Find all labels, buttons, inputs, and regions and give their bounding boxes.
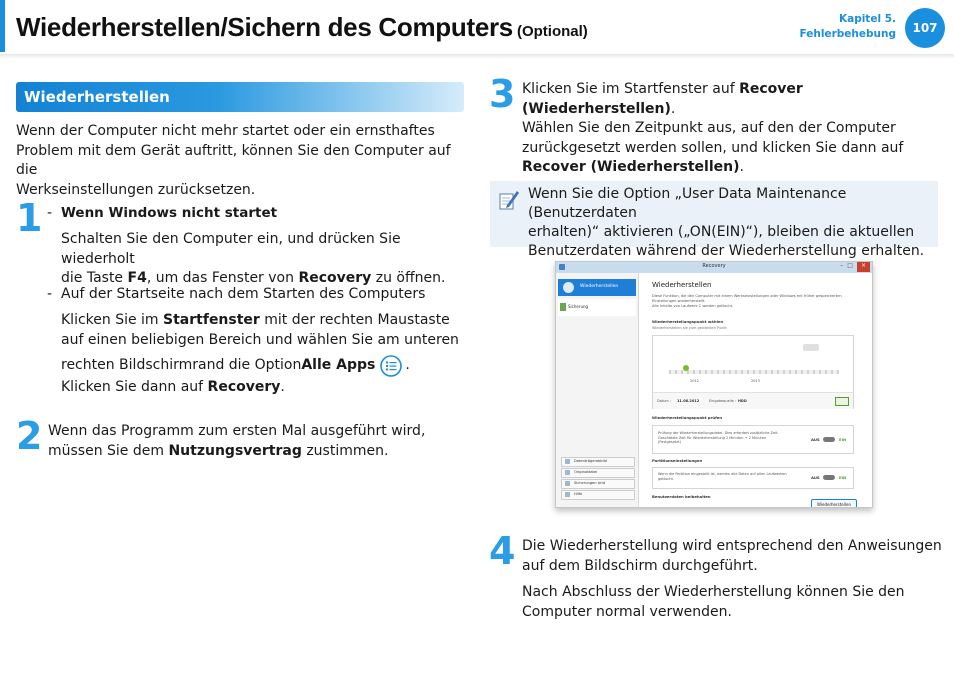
recover-term: Recover (Wiederherstellen) [522, 159, 740, 175]
step2-text [48, 422, 468, 461]
alle-apps-term: Alle Apps [301, 356, 376, 373]
subnav-help[interactable] [561, 490, 635, 500]
text-run: Klicken Sie im [61, 312, 164, 328]
source-label: Eingabequelle : [709, 399, 737, 403]
recover-term: Recover (Wiederherstellen) [522, 81, 803, 117]
startfenster-term: Startfenster [163, 312, 260, 328]
partition-desc-line: gelöscht. [658, 476, 674, 481]
intro-line: Wenn der Computer nicht mehr startet oder ein ernsthaftes [16, 123, 435, 139]
check-label: Wiederherstellungspunkt prüfen [652, 415, 723, 420]
note-line: erhalten)“ aktivieren („ON(EIN)“), bleiben die aktuellen [528, 224, 915, 240]
step-number-1: 1 [16, 196, 43, 240]
restore-point-info [653, 392, 853, 409]
step1-text-b-line [61, 311, 471, 331]
partition-label: Partitionseinstellungen [652, 458, 703, 463]
step-number-4: 4 [489, 529, 516, 573]
file-icon [565, 470, 570, 475]
text-run: Klicken Sie dann auf [61, 379, 208, 395]
text-run: . [280, 379, 285, 395]
timeline-track[interactable] [669, 370, 839, 374]
step4-line: Die Wiederherstellung wird entsprechend den Anweisungen [522, 538, 942, 554]
recovery-main-panel [644, 273, 868, 507]
note-text [528, 185, 933, 261]
subnav-original-file[interactable] [561, 468, 635, 478]
partition-desc-line: Wenn die Partition eingestellt ist, werden alle Daten auf allen Laufwerken [658, 472, 787, 476]
step3-line: zurückgesetzt werden sollen, und klicken Sie dann auf [522, 139, 904, 156]
nav-item-backup[interactable] [558, 299, 636, 316]
partition-toggle[interactable] [823, 475, 835, 480]
text-run: Klicken Sie im Startfenster auf [522, 81, 740, 97]
disk-icon [565, 459, 570, 464]
subnav-label: Hilfe [574, 492, 583, 496]
date-value: 11.08.2012 [677, 399, 700, 403]
subnav-label: Datenträgerabbild [574, 459, 607, 463]
note-line: Wenn Sie die Option „User Data Maintenance (Benutzerdaten [528, 186, 847, 221]
text-run: zu öffnen. [371, 270, 446, 286]
drive-icon[interactable] [835, 397, 849, 406]
restore-button[interactable]: Wiederherstellen [811, 499, 857, 508]
step3-line: Wählen Sie den Zeitpunkt aus, auf den der Computer [522, 120, 896, 136]
nav-item-label: Wiederherstellen [580, 284, 619, 289]
partition-description [658, 472, 798, 481]
desc-line: Diese Funktion, die den Computer mit einem Werkseinstellungen oder Windows mit früher gespeicherten [652, 294, 842, 298]
header-divider [0, 54, 954, 59]
note-pencil-icon [498, 188, 520, 216]
timeline-tick: 2013 [751, 379, 760, 383]
page-number-badge: 107 [905, 8, 945, 48]
maximize-icon[interactable]: □ [847, 262, 853, 269]
step4-text [522, 537, 942, 576]
text-run: . [405, 356, 410, 373]
step2-line: Wenn das Programm zum ersten Mal ausgeführt wird, [48, 423, 426, 439]
backup-icon [560, 303, 566, 311]
check-option-box [652, 425, 854, 454]
note-box [490, 181, 938, 259]
close-icon[interactable]: × [857, 262, 870, 272]
step1-condition-a: Wenn Windows nicht startet [61, 205, 278, 221]
subnav-backups[interactable] [561, 479, 635, 489]
step1-dash-b: - [47, 286, 53, 302]
step1-text-a-line: Schalten Sie den Computer ein, und drücken Sie wiederholt [61, 231, 401, 267]
main-description [652, 294, 862, 309]
text-run: müssen Sie dem [48, 442, 169, 459]
step-number-3: 3 [489, 72, 516, 116]
nutzungsvertrag-term: Nutzungsvertrag [168, 442, 302, 459]
source-value: HDD [738, 399, 747, 403]
page-title-optional: (Optional) [516, 23, 588, 40]
window-titlebar [556, 262, 872, 273]
partition-option-box [652, 467, 854, 489]
help-icon [565, 492, 570, 497]
section-heading [16, 82, 464, 112]
intro-line: Werkseinstellungen zurücksetzen. [16, 181, 256, 198]
subnav-label: Originaldatei [574, 470, 598, 474]
minimize-icon[interactable]: – [840, 262, 844, 269]
step1-text-b-line [61, 354, 471, 377]
timeline-marker-icon[interactable] [683, 365, 689, 371]
restore-point-label: Wiederherstellungspunkt wählen [652, 319, 724, 324]
step4-line: Computer normal verwenden. [522, 603, 732, 620]
timeline-tick: 2012 [690, 379, 699, 383]
subnav-disk-image[interactable] [561, 457, 635, 467]
check-desc-line: Geschätzte Zeit für Wiederherstellung 2 Minuten + 2 Minuten [658, 435, 767, 440]
desc-line: Einstellungen wiederherstellt. [652, 299, 706, 303]
recovery-term: Recovery [298, 270, 372, 286]
step1-text-b [61, 311, 471, 398]
recovery-sidebar [556, 273, 639, 507]
date-label: Datum : [657, 399, 672, 403]
section-heading-text: Wiederherstellen [24, 88, 170, 106]
restore-point-selector[interactable] [652, 335, 854, 409]
restore-icon [563, 282, 574, 293]
nav-item-restore[interactable] [558, 279, 636, 296]
text-run: die Taste [61, 270, 128, 286]
text-run: . [739, 159, 744, 175]
text-run: zustimmen. [301, 442, 389, 459]
on-label: EIN [839, 475, 847, 480]
step1-condition-b: Auf der Startseite nach dem Starten des Computers [61, 286, 426, 302]
recovery-window-screenshot [555, 261, 873, 508]
check-desc-line: Prüfung der Wiederherstellungsdatei. Dies erfordert zusätzliche Zeit. [658, 431, 779, 435]
step4-text-2 [522, 583, 942, 622]
step4-line: Nach Abschluss der Wiederherstellung können Sie den [522, 584, 905, 600]
step3-text [522, 80, 942, 178]
step1-text-b-line: auf einen beliebigen Bereich und wählen Sie am unteren [61, 331, 459, 348]
step4-line: auf dem Bildschirm durchgeführt. [522, 557, 758, 574]
step3-line [522, 158, 942, 178]
chapter-number: Kapitel 5. [838, 13, 896, 25]
off-label: AUS [811, 475, 820, 480]
on-label: EIN [839, 437, 847, 442]
step2-line [48, 442, 468, 462]
chapter-name: Fehlerbehebung [799, 28, 896, 40]
intro-paragraph [16, 122, 476, 200]
check-desc-line: (Festgesetzt) [658, 440, 681, 445]
window-title: Recovery [702, 263, 726, 269]
step1-text-b-line [61, 378, 471, 398]
header-accent-bar [0, 0, 5, 52]
nav-item-label: Sicherung [568, 304, 589, 309]
note-line: Benutzerdaten während der Wiederherstellung erhalten. [528, 243, 925, 259]
text-run: . [670, 100, 676, 117]
text-run: mit der rechten Maustaste [259, 312, 450, 328]
intro-line: Problem mit dem Gerät auftritt, können Sie den Computer auf die [16, 142, 451, 178]
userdata-label: Benutzerdaten beibehalten [652, 494, 711, 499]
step3-line [522, 80, 942, 119]
main-heading: Wiederherstellen [652, 281, 712, 289]
check-description [658, 431, 798, 445]
step1-text-a [61, 230, 471, 289]
text-run: rechten Bildschirmrand die Option [61, 356, 302, 373]
off-label: AUS [811, 437, 820, 442]
backup-list-icon [565, 481, 570, 486]
step-number-2: 2 [16, 414, 43, 458]
all-apps-icon [380, 355, 402, 377]
window-controls [840, 262, 870, 272]
page-title [16, 12, 588, 43]
page-title-text: Wiederherstellen/Sichern des Computers [16, 12, 513, 42]
camera-icon [803, 344, 819, 351]
check-toggle[interactable] [823, 437, 835, 442]
desc-line: Alle Inhalte von Laufwerk C werden gelöscht. [652, 304, 734, 308]
text-run: , um das Fenster von [146, 270, 299, 286]
step1-dash-a: - [47, 205, 53, 221]
recovery-term: Recovery [207, 379, 281, 395]
chapter-label [800, 12, 896, 42]
restore-point-sub: Wiederherstellen sie zum gewählten Punkt [652, 326, 727, 330]
subnav-label: Sicherungen sind [574, 481, 606, 485]
key-f4: F4 [127, 270, 147, 286]
